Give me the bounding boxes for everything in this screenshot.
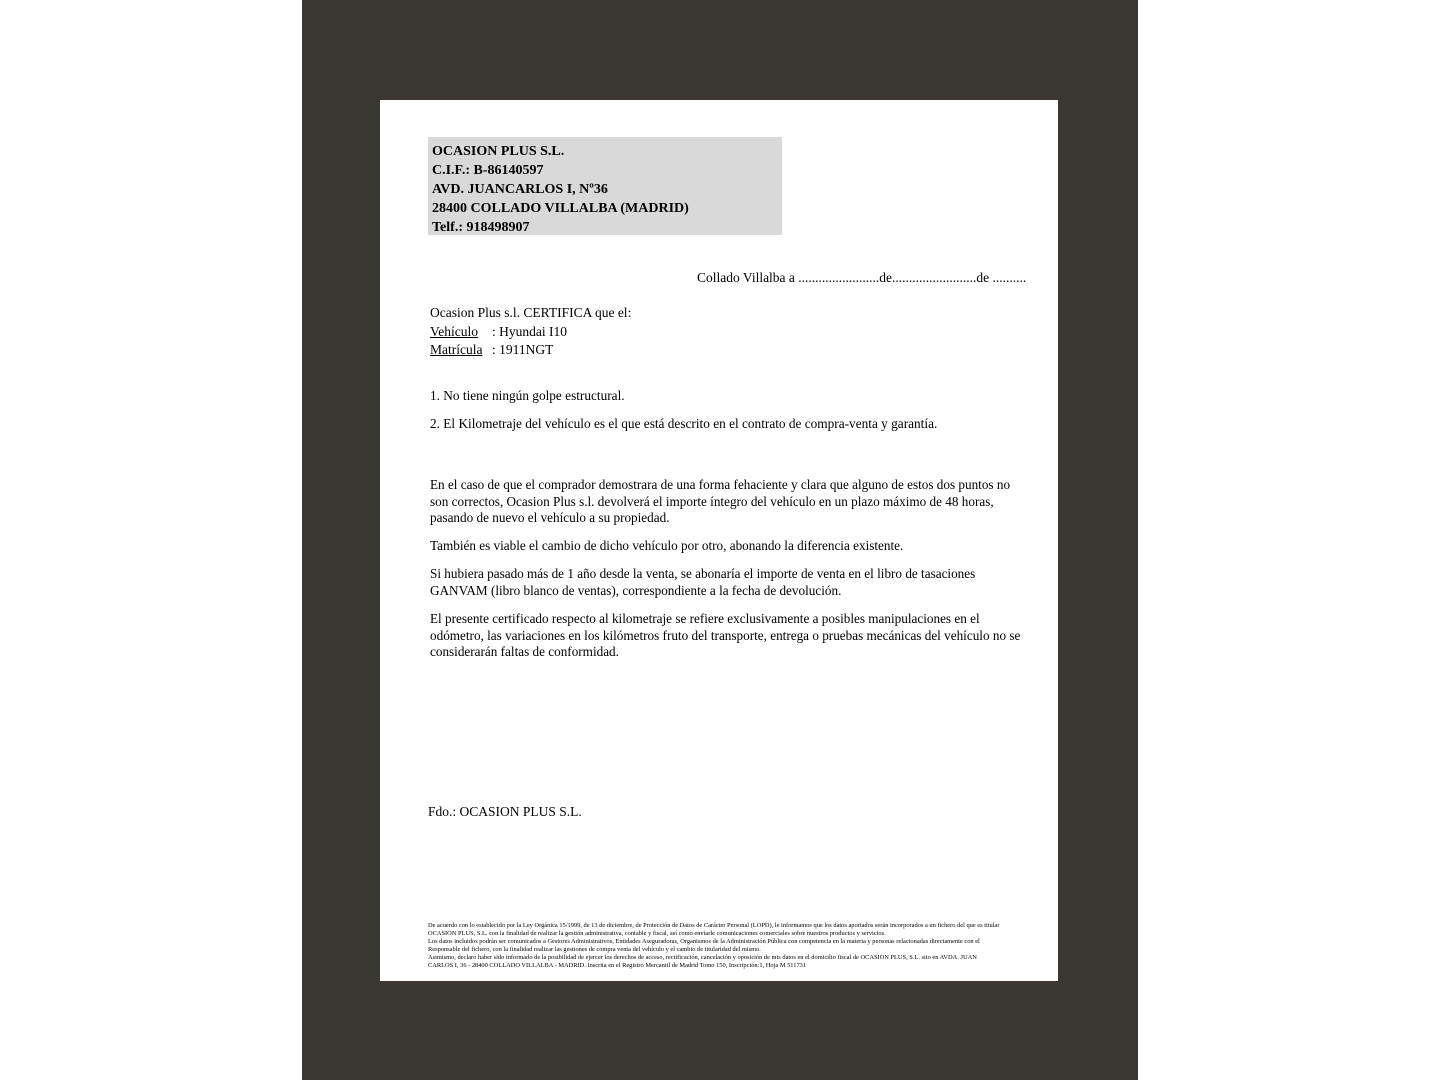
legal-line: Asimismo, declaro haber sido informado de la posibilidad de ejercer los derechos de acceso, rectificación, cancelación y oposición de mis datos en el domicilio fiscal de OCASIÓN PLUS, S.L. sito en AVDA. JUAN (428, 953, 977, 961)
company-phone: Telf.: 918498907 (432, 220, 530, 235)
document-page (380, 100, 1058, 981)
paragraph-ganvam: Si hubiera pasado más de 1 año desde la venta, se abonaría el importe de venta en el libro de tasaciones GANVAM (libro blanco de ventas), correspondiente a la fecha de devolución. (430, 566, 976, 598)
plate-row (430, 341, 631, 360)
certify-intro: Ocasion Plus s.l. CERTIFICA que el: (430, 305, 632, 320)
paragraph-exchange: También es viable el cambio de dicho vehículo por otro, abonando la diferencia existente. (430, 538, 904, 553)
legal-line: Responsable del fichero, con la finalidad realizar las gestiones de compra venta del vehículo y el cambio de titularidad del mismo. (428, 945, 761, 953)
certification-block (430, 304, 631, 360)
legal-line: Los datos incluidos podrán ser comunicados a Gestores Administrativos, Entidades Aseguradoras, Organismos de la Administración Pública con competencia en la materia y personas relacionadas directamente con el (428, 937, 980, 945)
point-1: 1. No tiene ningún golpe estructural. (430, 388, 625, 403)
point-2: 2. El Kilometraje del vehículo es el que está descrito en el contrato de compra-venta y garantía. (430, 416, 938, 431)
legal-line: De acuerdo con lo establecido por la Ley Orgánica 15/1999, de 13 de diciembre, de Protección de Datos de Carácter Personal (LOPD), le informamos que los datos aportados serán incorporados a un fichero del que es titular (428, 922, 1000, 929)
date-line: Collado Villalba a ........................de.........................de .......... (697, 270, 1027, 285)
plate-value: : 1911NGT (492, 342, 554, 357)
paragraph-odometer: El presente certificado respecto al kilometraje se refiere exclusivamente a posibles manipulaciones en el odómetro, las variaciones en los kilómetros fruto del transporte, entrega o pruebas mecánicas del vehículo no se considerarán faltas de conformidad. (430, 611, 1021, 660)
signature-line: Fdo.: OCASION PLUS S.L. (428, 804, 582, 819)
paragraph-refund: En el caso de que el comprador demostrara de una forma fehaciente y clara que alguno de estos dos puntos no son correctos, Ocasion Plus s.l. devolverá el importe íntegro del vehículo en un plazo máximo de 48 horas, pasando de nuevo el vehículo a su propiedad. (430, 477, 1011, 526)
company-address: AVD. JUANCARLOS I, Nº36 (432, 182, 608, 197)
company-name: OCASION PLUS S.L. (432, 144, 565, 159)
vehicle-label: Vehículo (430, 323, 478, 339)
company-city: 28400 COLLADO VILLALBA (MADRID) (432, 201, 689, 216)
vehicle-row (430, 323, 631, 342)
company-header-box (428, 137, 782, 235)
legal-line: CARLOS I, 36 - 28400 COLLADO VILLALBA - MADRID. Inscrita en el Registro Mercantil de Madrid Tomo 150, Inscripción:1, Hoja M 511731 (428, 961, 807, 969)
legal-line: OCASIÓN PLUS, S.L. con la finalidad de realizar la gestión administrativa, contable y fiscal, así como enviarle comunicaciones comerciales sobre nuestros productos y servicios. (428, 929, 886, 937)
plate-label: Matrícula (430, 342, 483, 357)
vehicle-value: : Hyundai I10 (492, 323, 567, 339)
legal-notice (428, 922, 1028, 969)
company-cif: C.I.F.: B-86140597 (432, 163, 544, 178)
